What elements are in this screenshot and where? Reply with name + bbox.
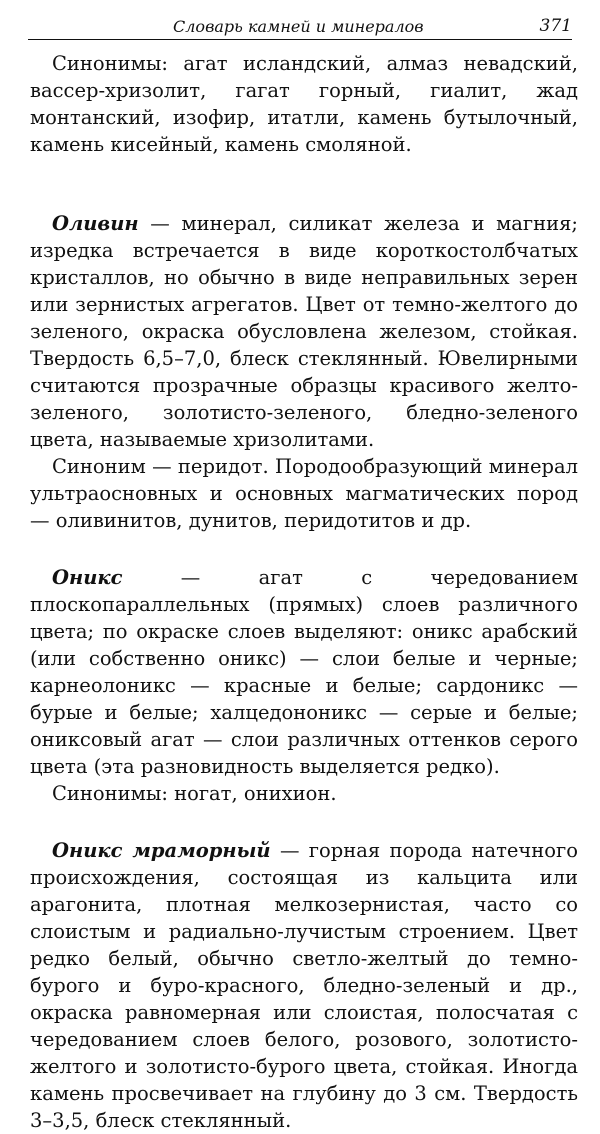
entry-onyx: [30, 564, 578, 780]
term-marble-onyx: Оникс мраморный: [52, 839, 271, 862]
term-olivine: Оливин: [52, 212, 139, 235]
definition-olivine: — минерал, силикат железа и магния; изредка встречается в виде короткостолбчатых кристаллов, но обычно в виде неправильных зерен или зернистых агрегатов. Цвет от темно-желтого до зеленого, окраска обусловлена железом, стойкая. Твердость 6,5–7,0, блеск стеклянный. Ювелирными считаются прозрачные образцы красивого желто-зеленого, золотисто-зеленого, бледно-зеленого цвета, называемые хризолитами.: [30, 212, 578, 451]
page-number: 371: [539, 16, 572, 36]
page-body: [30, 50, 578, 1134]
synonym-olivine: Синоним — перидот. Породообразующий минерал ультраосновных и основных магматических пород — оливинитов, дунитов, перидотитов и др.: [30, 455, 578, 532]
synonyms-onyx: Синонимы: ногат, онихион.: [52, 782, 337, 805]
definition-marble-onyx: — горная порода натечного происхождения, состоящая из кальцита или арагонита, плотная мелкозернистая, часто со слоистым и радиально-лучистым строением. Цвет редко белый, обычно светло-желтый до темно-бурого и буро-красного, бледно-зеленый и др., окраска равномерная или слоистая, полосчатая с чередованием слоев белого, розового, золотисто-желтого и золотисто-бурого цвета, стойкая. Иногда камень просвечивает на глубину до 3 см. Твердость 3–3,5, блеск стеклянный.: [30, 839, 578, 1132]
entry-olivine: [30, 210, 578, 453]
running-header: [28, 8, 572, 40]
synonyms-paragraph: Синонимы: агат исландский, алмаз невадский, вассер-хризолит, гагат горный, гиалит, жад монтанский, изофир, итатли, камень бутылочный, камень кисейный, камень смоляной.: [30, 52, 578, 156]
term-onyx: Оникс: [52, 566, 123, 589]
running-title: Словарь камней и минералов: [173, 17, 424, 36]
entry-marble-onyx: [30, 837, 578, 1134]
definition-onyx: — агат с чередованием плоскопараллельных (прямых) слоев различного цвета; по окраске слоев выделяют: оникс арабский (или собственно оникс) — слои белые и черные; карнеолоникс — красные и белые; сардоникс — бурые и белые; халцедононикс — серые и белые; ониксовый агат — слои различных оттенков серого цвета (эта разновидность выделяется редко).: [30, 566, 578, 778]
